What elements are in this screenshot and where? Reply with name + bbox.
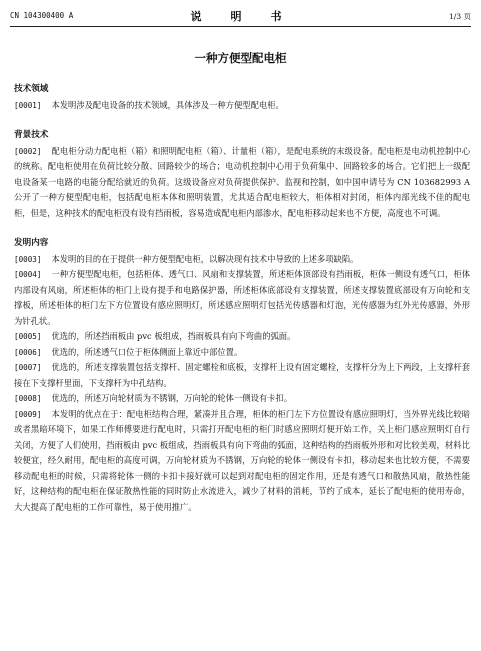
paragraph-number: [0009] — [14, 409, 42, 419]
document-type: 说 明 书 — [190, 10, 291, 23]
section-heading: 技术领域 — [14, 84, 49, 94]
paragraph — [14, 391, 470, 407]
document-body — [14, 82, 470, 515]
paragraph — [14, 144, 470, 222]
paragraph-number: [0006] — [14, 347, 42, 357]
paragraph-number: [0001] — [14, 100, 42, 110]
paragraph — [14, 329, 470, 345]
paragraph-text: 优选的，所述万向轮材质为不锈钢，万向轮的轮体一侧设有卡扣。 — [51, 393, 293, 403]
document-number: CN 104300400 A — [10, 11, 74, 20]
section-heading: 发明内容 — [14, 238, 49, 248]
paragraph — [14, 360, 470, 391]
paragraph-text: 本发明的目的在于提供一种方便型配电柜，以解决现有技术中导致的上述多项缺陷。 — [51, 253, 359, 264]
paragraph-number: [0005] — [14, 332, 42, 341]
document-title: 一种方便型配电柜 — [194, 51, 287, 65]
paragraph-text: 优选的，所述挡雨板由 pvc 板组成，挡雨板具有向下弯曲的弧面。 — [51, 331, 296, 341]
section-tech-field — [14, 82, 470, 113]
page-header — [10, 8, 471, 24]
paragraph-text: 优选的，所述支撑装置包括支撑杆、固定螺栓和底板，支撑杆上设有固定螺栓，支撑杆分为上下两段，上支撑杆套接在下支撑杆里面，下支撑杆为中孔结构。 — [14, 362, 470, 388]
paragraph — [14, 407, 470, 516]
paragraph — [14, 267, 470, 329]
header-rule — [10, 26, 471, 27]
section-invention-content — [14, 236, 470, 515]
paragraph-text: 优选的，所述透气口位于柜体侧面上靠近中部位置。 — [51, 346, 243, 357]
paragraph — [14, 345, 470, 361]
paragraph-number: [0003] — [14, 254, 42, 264]
paragraph — [14, 98, 470, 114]
paragraph-text: 本发明涉及配电设备的技术领域，具体涉及一种方便型配电柜。 — [51, 99, 284, 110]
section-background — [14, 128, 470, 221]
paragraph-text: 配电柜分动力配电柜（箱）和照明配电柜（箱）、计量柜（箱），是配电系统的末级设备。配电柜是电动机控制中心的统称。配电柜使用在负荷比较分散、回路较少的场合；电动机控制中心用于负荷集中、回路较多的场合。它们把上一级配电设备某一电路的电能分配给就近的负荷。这级设备应对负荷提供保护、监视和控制，如中国申请号为 CN 103682993 A 公开了一种方便型配电柜，包括配电柜本体和照明装置，尤其适合配电柜较大，柜体相对封闭，柜体内部光线不佳的配电柜，但是，这种技术的配电柜没有设有挡雨板，容易造成配电柜内部渗水，配电柜移动起来也不方便，高度也不可调。 — [14, 145, 470, 218]
paragraph-number: [0002] — [14, 146, 42, 156]
paragraph-number: [0008] — [14, 394, 42, 403]
paragraph-text: 本发明的优点在于：配电柜结构合理，紧凑并且合理，柜体的柜门左下方位置设有感应照明灯，当外界光线比较暗或者黑暗环境下，如果工作师傅要进行配电时，只需打开配电柜的柜门时感应照明灯便开始工作，关上柜门感应照明灯自行关闭，方便了人们使用，挡雨板由 pvc 板组成，挡雨板具有向下弯曲的弧面，这种结构的挡雨板外形和对比较美观，材料比较便宜，经久耐用，配电柜的高度可调，万向轮材质为不锈钢，万向轮的轮体一侧设有卡扣，移动起来也比较方便，不需要移动配电柜的时候，只需将轮体一侧的卡扣卡接好就可以起到对配电柜的固定作用，还是有透气口和散热风扇，散热性能好，这种结构的配电柜在保证散热性能的同时防止水流进入，减少了材料的消耗，节约了成本，延长了配电柜的使用寿命，大大提高了配电柜的工作可靠性，易于使用推广。 — [14, 408, 470, 512]
section-heading: 背景技术 — [14, 130, 49, 140]
page-number: 1/3 页 — [449, 12, 471, 21]
paragraph-text: 一种方便型配电柜，包括柜体、透气口、风扇和支撑装置，所述柜体顶部设有挡雨板，柜体一侧设有透气口，柜体内部设有风扇，所述柜体的柜门上设有提手和电路保护器，所述柜体底部设有支撑装置，所述支撑装置底部设有万向轮和支撑板，所述柜体的柜门左下方位置设有感应照明灯，所述感应照明灯包括光传感器和灯泡，光传感器为红外光传感器，外形为针孔状。 — [14, 269, 470, 326]
paragraph-number: [0007] — [14, 363, 42, 372]
paragraph — [14, 252, 470, 268]
paragraph-number: [0004] — [14, 270, 42, 279]
